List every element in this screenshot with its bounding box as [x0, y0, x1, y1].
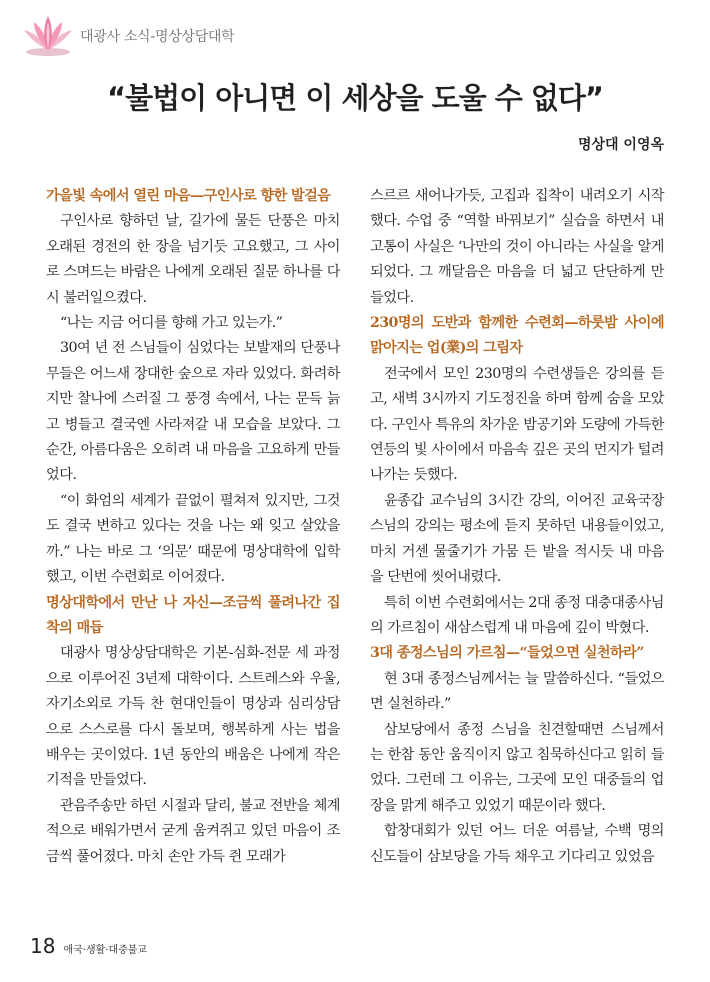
paragraph: 현 3대 종정스님께서는 늘 말씀하신다. “들었으면 실천하라.”	[370, 670, 664, 713]
subheading: 명상대학에서 만난 나 자신—조금씩 풀려나간 집착의 매듭	[46, 594, 340, 636]
article-byline: 명상대 이영옥	[577, 137, 664, 153]
paragraph: “이 화엄의 세계가 끝없이 펼쳐져 있지만, 그것도 결국 변하고 있다는 것을 나는 왜 잊고 살았을까.” 나는 바로 그 ‘의문’ 때문에 명상대학에 입학했고, 이번 수련회로 이어졌다.	[46, 492, 340, 586]
page-footer	[30, 934, 147, 958]
magazine-name: 애국·생활·대중불교	[63, 945, 148, 956]
paragraph: 윤종갑 교수님의 3시간 강의, 이어진 교육국장 스님의 강의는 평소에 듣지 못하던 내용들이었고, 마치 거센 물줄기가 가뭄 든 밭을 적시듯 내 마음을 단번에 씻어내렸다.	[370, 492, 664, 586]
paragraph: 특히 이번 수련회에서는 2대 종정 대충대종사님의 가르침이 새삼스럽게 내 마음에 깊이 박혔다.	[370, 594, 664, 636]
paragraph: 관음주송만 하던 시절과 달리, 불교 전반을 체계적으로 배워가면서 굳게 움켜쥐고 있던 마음이 조금씩 풀어졌다. 마치 손안 가득 쥔 모래가	[46, 797, 340, 865]
page-number: 18	[30, 934, 56, 958]
paragraph: 전국에서 모인 230명의 수련생들은 강의를 듣고, 새벽 3시까지 기도정진을 하며 함께 숨을 모았다. 구인사 특유의 차가운 밤공기와 도량에 가득한 연등의 빛 사이에서 마음속 깊은 곳의 먼지가 털려 나가는 듯했다.	[370, 365, 664, 484]
paragraph: 삼보당에서 종정 스님을 친견할때면 스님께서는 한참 동안 움직이지 않고 침묵하신다고 읽히 들었다. 그런데 그 이유는, 그곳에 모인 대중들의 업장을 맑게 해주고 있었기 때문이라 했다.	[370, 721, 664, 814]
left-column	[46, 184, 340, 870]
page-header	[20, 14, 234, 58]
right-column	[370, 184, 664, 870]
subheading: 230명의 도반과 함께한 수련회—하룻밤 사이에 맑아지는 업(業)의 그림자	[370, 315, 664, 357]
paragraph: 스르르 새어나가듯, 고집과 집착이 내려오기 시작했다. 수업 중 “역할 바꿔보기” 실습을 하면서 내 고통이 사실은 ‘나만의 것이 아니라는 사실을 알게 되었다. 그 깨달음은 마음을 더 넓고 단단하게 만들었다.	[370, 188, 664, 306]
paragraph: “나는 지금 어디를 향해 가고 있는가.”	[60, 315, 283, 332]
section-label: 대광사 소식-명상상담대학	[80, 29, 235, 45]
paragraph: 합창대회가 있던 어느 더운 여름날, 수백 명의 신도들이 삼보당을 가득 채우고 기다리고 있었음	[370, 823, 664, 865]
lotus-icon	[20, 14, 76, 58]
subheading: 가을빛 속에서 열린 마음—구인사로 향한 발걸음	[46, 188, 331, 204]
subheading: 3대 종정스님의 가르침—“들었으면 실천하라”	[370, 645, 644, 662]
paragraph: 구인사로 향하던 날, 길가에 물든 단풍은 마치 오래된 경전의 한 장을 넘기듯 고요했고, 그 사이로 스며드는 바람은 나에게 오래된 질문 하나를 다시 불러일으켰다.	[46, 213, 340, 306]
paragraph: 30여 년 전 스님들이 심었다는 보발재의 단풍나무들은 어느새 장대한 숲으로 자라 있었다. 화려하지만 찰나에 스러질 그 풍경 속에서, 나는 문득 늙고 병들고 결국엔 사라져갈 내 모습을 보았다. 그 순간, 아름다움은 오히려 내 마음을 고요하게 만들었다.	[46, 340, 340, 484]
article-title: “불법이 아니면 이 세상을 도울 수 없다”	[107, 81, 603, 115]
paragraph: 대광사 명상상담대학은 기본-심화-전문 세 과정으로 이루어진 3년제 대학이다. 스트레스와 우울, 자기소외로 가득 찬 현대인들이 명상과 심리상담으로 스스로를 다시 돌보며, 행복하게 사는 법을 배우는 곳이었다. 1년 동안의 배움은 나에게 작은 기적을 만들었다.	[46, 645, 340, 789]
